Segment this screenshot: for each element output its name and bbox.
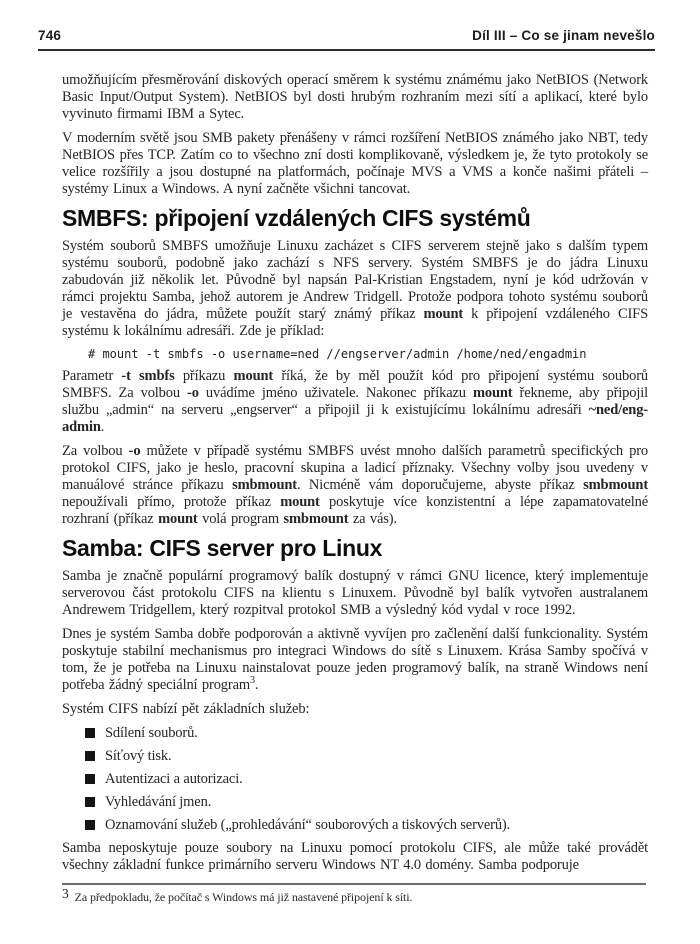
page-number: 746 — [38, 28, 62, 43]
list-item — [62, 817, 648, 834]
square-bullet-icon — [85, 751, 95, 761]
square-bullet-icon — [85, 774, 95, 784]
footnote-rule — [62, 883, 646, 885]
paragraph-samba-1: Samba je značně populární programový balík dostupný v rámci GNU licence, který implementuje serverovou část protokolu CIFS na klientu s Linuxem. Původně byl balík vytvořen australanem Andrewem Tridgellem, který rozpitval protokol SMB a výsledný kód vydal v roce 1992. — [62, 568, 648, 618]
square-bullet-icon — [85, 820, 95, 830]
text-column — [62, 72, 648, 881]
paragraph-intro-2: V moderním světě jsou SMB pakety přenášeny v rámci rozšíření NetBIOS známého jako NBT, tedy NetBIOS přes TCP. Zatím co to všechno zní dosti komplikovaně, výsledkem je, že tyto protokoly se velice rozšířily a jsou dostupné na platformách, počínaje MVS a VMS a konče našimi přáteli – systémy Linux a Windows. A nyní začněte všichni tancovat. — [62, 130, 648, 197]
footnote — [62, 886, 646, 905]
square-bullet-icon — [85, 728, 95, 738]
square-bullet-icon — [85, 797, 95, 807]
running-title: Díl III – Co se jinam nevešlo — [472, 28, 655, 43]
list-item-label: Autentizaci a autorizaci. — [105, 771, 243, 787]
paragraph-samba-2: Dnes je systém Samba dobře podporován a aktivně vyvíjen pro začlenění další funkcionality. Systém poskytuje stabilní mechanismus pro integraci Windows do sítě s Linuxem. Krása Samby spočívá v tom, že je potřeba na Linuxu nainstalovat pouze jeden programový balík, na straně Windows není potřeba žádný speciální program$^3$. — [62, 626, 648, 693]
footnote-marker: 3 — [62, 886, 69, 901]
cifs-services-list — [62, 725, 648, 834]
list-item-label: Oznamování služeb („prohledávání“ souborových a tiskových serverů). — [105, 817, 511, 833]
code-mount-command: # mount -t smbfs -o username=ned //engserver/admin /home/ned/engadmin — [88, 347, 587, 361]
list-item — [62, 725, 648, 742]
paragraph-samba-3: Samba neposkytuje pouze soubory na Linuxu pomocí protokolu CIFS, ale může také provádět všechny základní funkce primárního serveru Windows NT 4.0 domény. Samba podporuje — [62, 840, 648, 873]
paragraph-smbfs-1: Systém souborů SMBFS umožňuje Linuxu zacházet s CIFS serverem stejně jako s dalším typem systému souborů, podobně jako zachází s NFS servery. Systém SMBFS je do jádra Linuxu zabudován již několik let. Původně byl napsán Pal-Kristian Engstadem, nyní je kód udržován v rámci projektu Samba, jehož autorem je Andrew Tridgell. Protože podpora tohoto systému souborů je vestavěna do jádra, můžete použít starý známý příkaz mount k připojení vzdáleného CIFS systému k lokálnímu adresáři. Zde je příklad: — [62, 238, 648, 339]
list-item-label: Vyhledávání jmen. — [105, 794, 212, 810]
paragraph-smbfs-3: Za volbou -o můžete v případě systému SMBFS uvést mnoho dalších parametrů specifických pro protokol CIFS, jako je heslo, pracovní skupina a ladicí příznaky. Všechny volby jsou uvedeny v manuálové stránce příkazu smbmount. Nicméně vám doporučujeme, abyste příkaz smbmount nepoužívali přímo, protože příkaz mount poskytuje více konzistentní a lépe zapamatovatelné rozhraní (příkaz mount volá program smbmount za vás). — [62, 443, 649, 527]
list-item — [62, 771, 648, 788]
list-item-label: Síťový tisk. — [105, 748, 172, 764]
section-heading-smbfs: SMBFS: připojení vzdálených CIFS systémů — [62, 205, 531, 231]
paragraph-smbfs-2: Parametr -t smbfs příkazu mount říká, že by měl použít kód pro připojení systému souborů SMBFS. Za volbou -o uvádíme jméno uživatele. Nakonec příkazu mount řekneme, aby připojil službu „admin“ na serveru „engserver“ a připojil ji k existujícímu lokálnímu adresáři ~ned/eng-admin. — [62, 368, 648, 435]
paragraph-services-intro: Systém CIFS nabízí pět základních služeb: — [62, 701, 310, 717]
list-item-label: Sdílení souborů. — [105, 725, 198, 741]
footnote-text: Za předpokladu, že počítač s Windows má již nastavené připojení k síti. — [74, 890, 413, 904]
running-header — [38, 28, 655, 43]
list-item — [62, 748, 648, 765]
header-rule — [38, 49, 655, 51]
section-heading-samba: Samba: CIFS server pro Linux — [62, 535, 383, 561]
paragraph-intro-1: umožňujícím přesměrování diskových operací směrem k systému známému jako NetBIOS (Network Basic Input/Output System). NetBIOS byl dosti hrubým rozhraním mezi sítí a aplikací, které bylo vyvinuto firmami IBM a Sytec. — [62, 72, 648, 122]
list-item — [62, 794, 648, 811]
